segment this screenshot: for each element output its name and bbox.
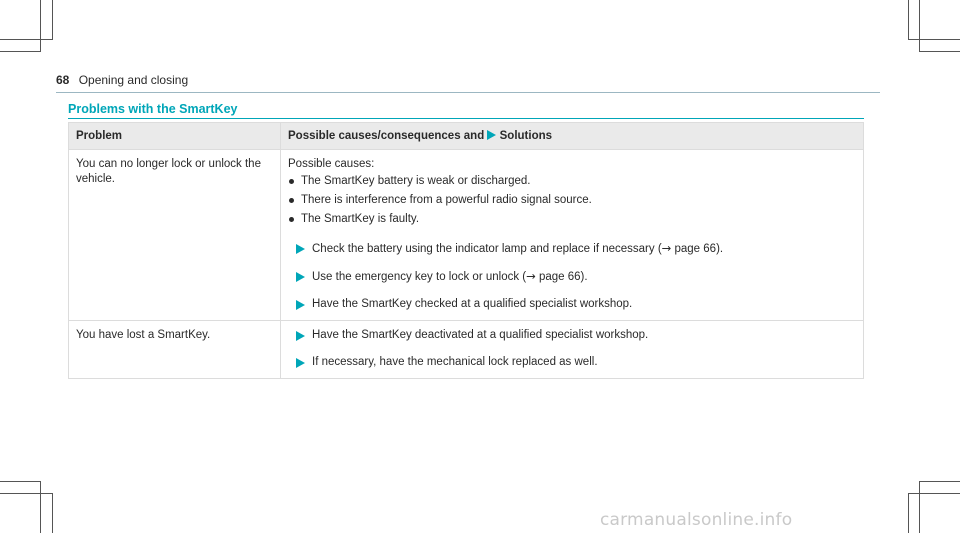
- solution-text: Have the SmartKey deactivated at a qualified specialist workshop.: [312, 329, 649, 341]
- watermark: carmanualsonline.info: [600, 510, 793, 530]
- solution-text: Use the emergency key to lock or unlock (: [312, 271, 527, 283]
- table-row: [69, 321, 864, 379]
- page-header: [56, 73, 188, 87]
- header-causes-label: Possible causes/consequences and: [288, 129, 485, 142]
- play-arrow-icon: [296, 331, 305, 341]
- crop-mark: [40, 481, 41, 533]
- list-item: [288, 174, 855, 189]
- causes-list: [288, 174, 855, 227]
- solution-close: ).: [580, 271, 588, 283]
- section-title: Problems with the SmartKey: [68, 102, 238, 116]
- problem-cell: You can no longer lock or unlock the vehicle.: [69, 150, 281, 321]
- bullet-dot-icon: [289, 198, 294, 203]
- crop-mark: [0, 39, 52, 40]
- reference-arrow: →: [661, 241, 672, 255]
- crop-mark: [908, 493, 960, 494]
- crop-mark: [908, 493, 909, 533]
- page-reference-link[interactable]: page 66: [538, 271, 581, 283]
- cause-text: The SmartKey battery is weak or discharged.: [301, 175, 531, 187]
- crop-mark: [908, 39, 960, 40]
- crop-mark: [52, 0, 53, 40]
- table-row: [69, 150, 864, 321]
- reference-arrow: →: [526, 269, 536, 283]
- solution-text: Check the battery using the indicator lamp and replace if necessary (: [312, 243, 662, 255]
- table-header-row: [69, 123, 864, 150]
- play-arrow-icon: [296, 358, 305, 368]
- solution-close: ).: [716, 243, 724, 255]
- page-number: 68: [56, 73, 70, 87]
- solution-step: [288, 297, 855, 312]
- causes-intro: Possible causes:: [288, 158, 375, 170]
- list-item: [288, 212, 855, 227]
- solution-text: If necessary, have the mechanical lock replaced as well.: [312, 356, 598, 368]
- play-arrow-icon: [487, 130, 496, 140]
- crop-mark: [919, 481, 920, 533]
- play-arrow-icon: [296, 244, 305, 254]
- causes-cell: [281, 150, 864, 321]
- crop-mark: [0, 493, 52, 494]
- crop-mark: [908, 0, 909, 40]
- page-section: Opening and closing: [78, 73, 189, 87]
- bullet-dot-icon: [289, 179, 294, 184]
- crop-mark: [920, 51, 960, 52]
- solutions-cell: [281, 321, 864, 379]
- section-divider: [68, 118, 864, 119]
- crop-mark: [52, 493, 53, 533]
- problem-cell: You have lost a SmartKey.: [69, 321, 281, 379]
- page-reference-link[interactable]: page 66: [674, 243, 717, 255]
- header-problem: Problem: [69, 123, 281, 150]
- header-divider: [56, 92, 880, 93]
- crop-mark: [920, 481, 960, 482]
- cause-text: There is interference from a powerful radio signal source.: [301, 194, 592, 206]
- solution-step: [288, 269, 855, 285]
- cause-text: The SmartKey is faulty.: [301, 213, 420, 225]
- crop-mark: [40, 0, 41, 52]
- crop-mark: [0, 481, 40, 482]
- solution-step: [288, 241, 855, 257]
- solution-text: Have the SmartKey checked at a qualified specialist workshop.: [312, 298, 633, 310]
- header-solutions-label: Solutions: [499, 129, 553, 142]
- crop-mark: [919, 0, 920, 52]
- play-arrow-icon: [296, 272, 305, 282]
- problems-table: [68, 122, 864, 379]
- play-arrow-icon: [296, 300, 305, 310]
- bullet-dot-icon: [289, 217, 294, 222]
- list-item: [288, 193, 855, 208]
- solution-step: [288, 355, 855, 370]
- solution-step: [288, 328, 855, 343]
- crop-mark: [0, 51, 40, 52]
- header-causes: [281, 123, 864, 150]
